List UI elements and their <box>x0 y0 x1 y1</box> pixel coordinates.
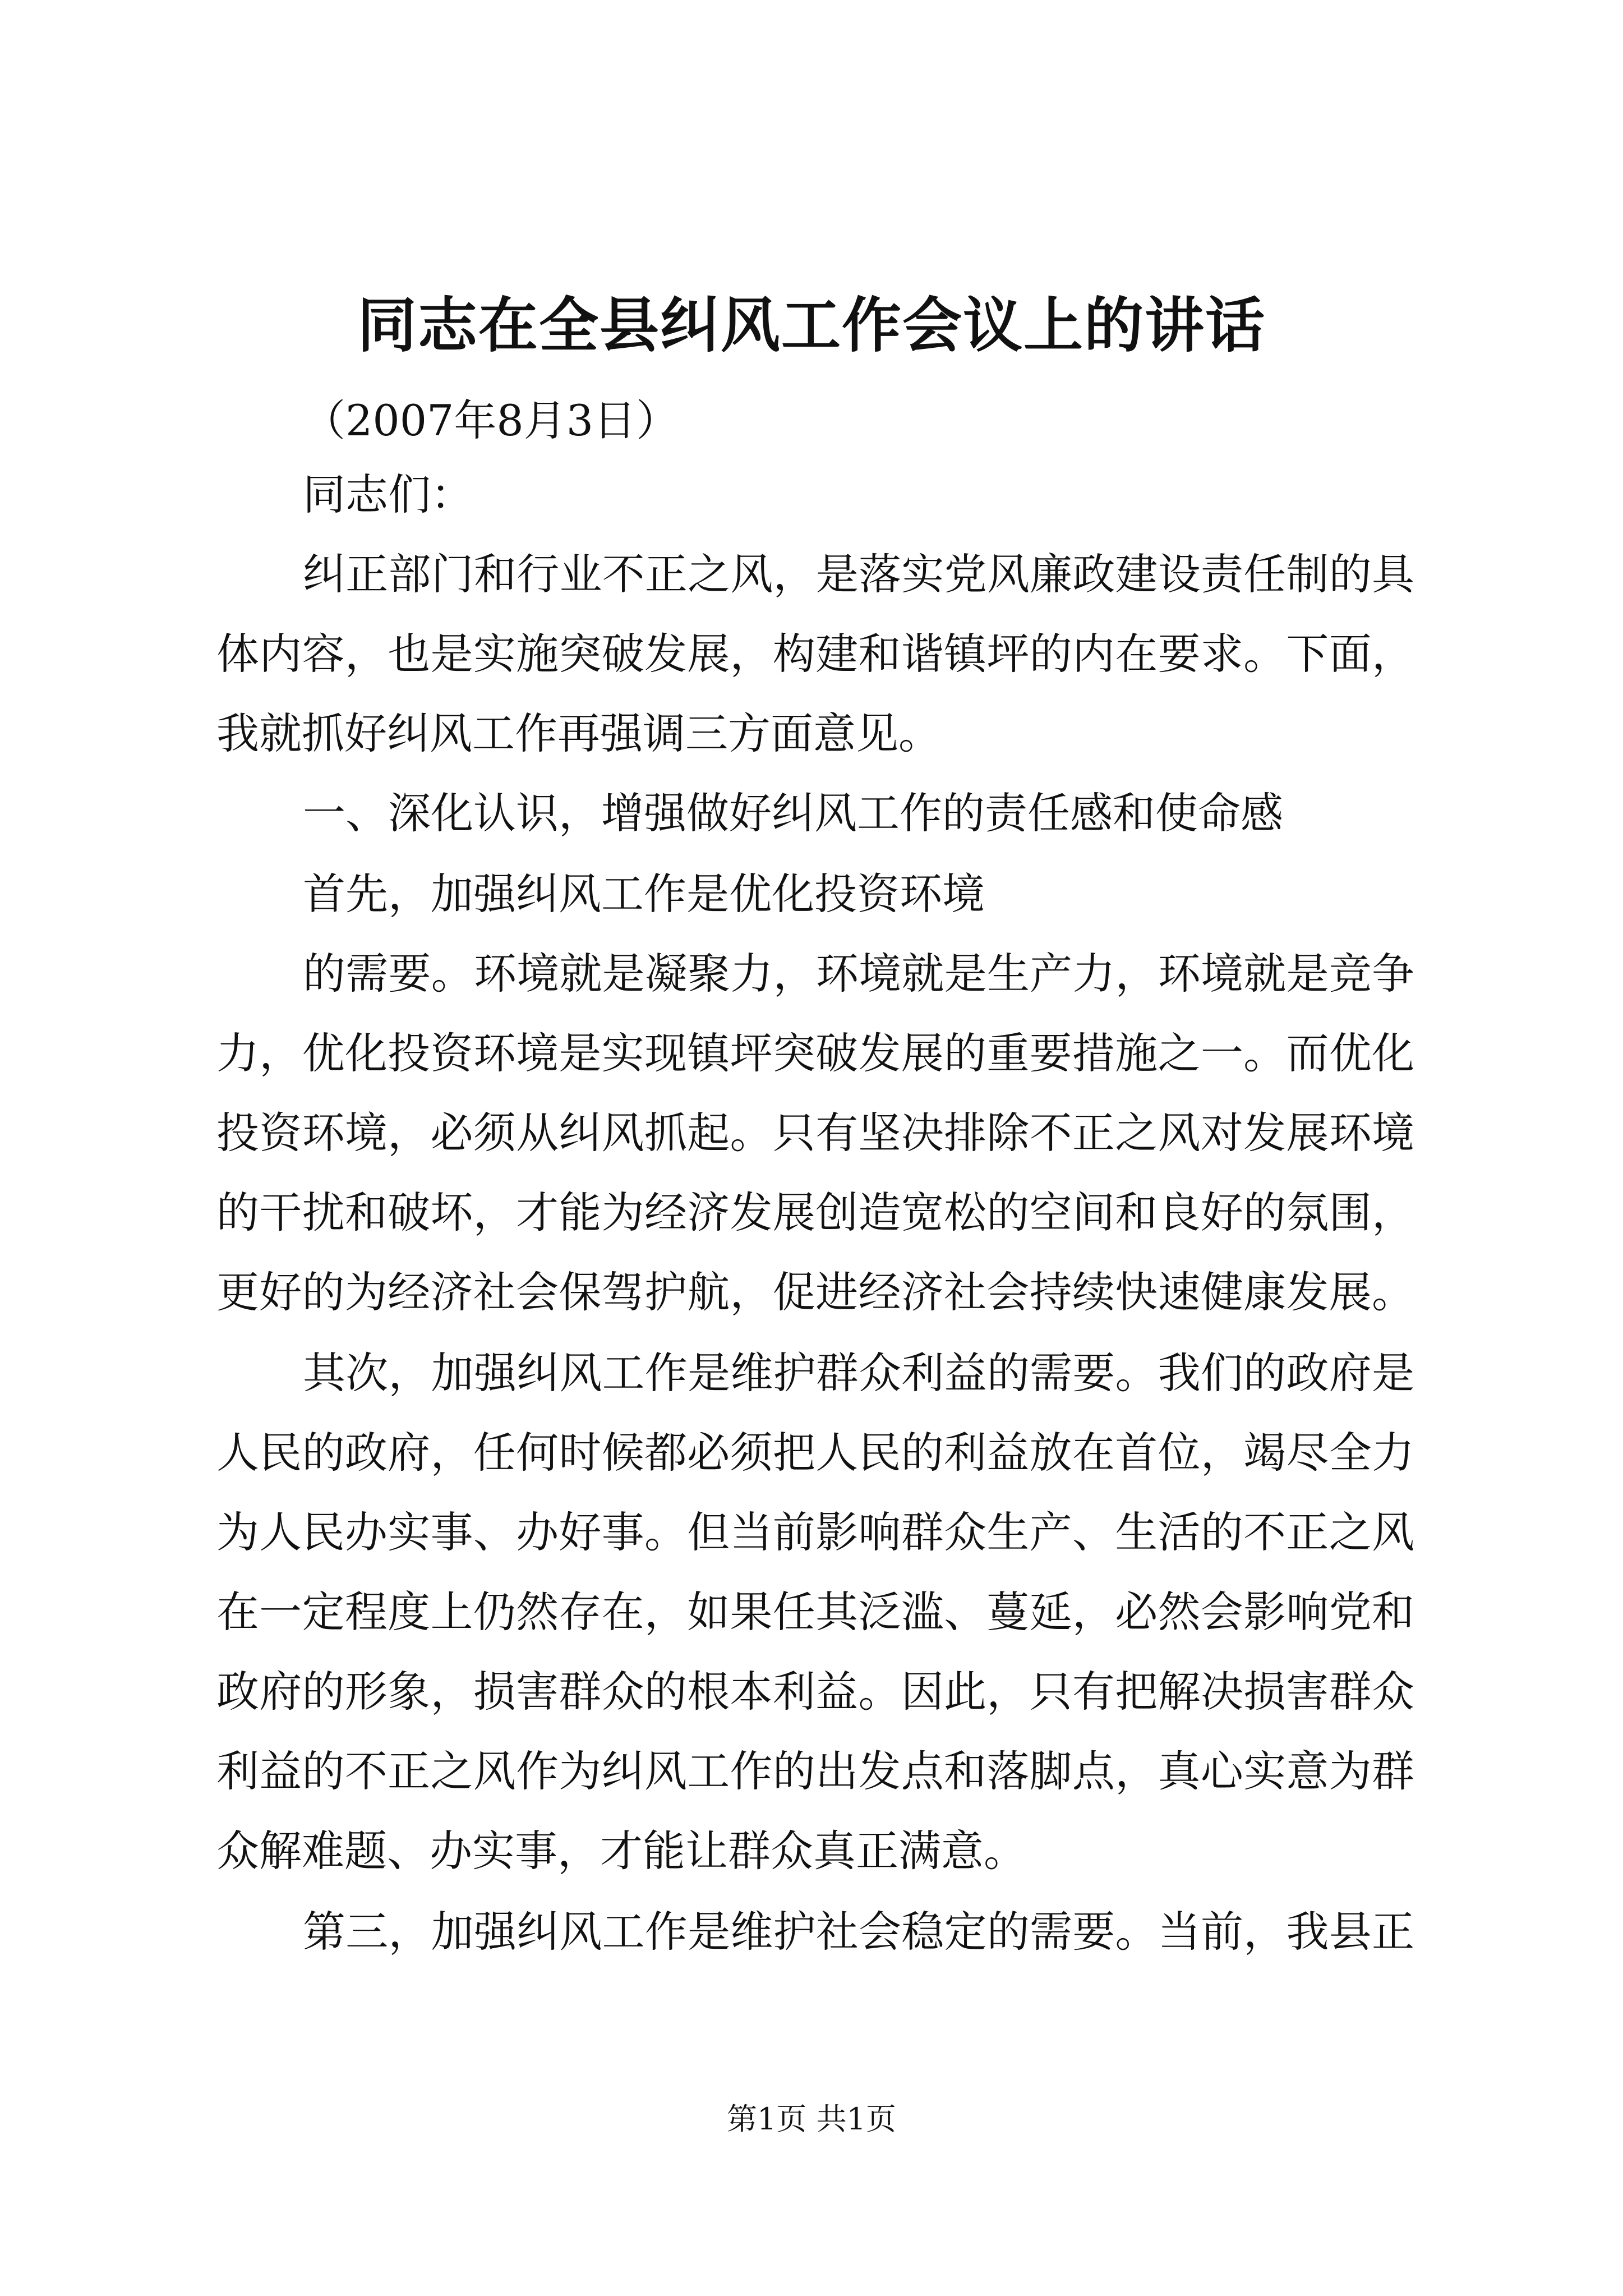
paragraph-line: 在一定程度上仍然存在，如果任其泛滥、蔓延，必然会影响党和 <box>216 1587 1414 1637</box>
paragraph-line: 第三，加强纠风工作是维护社会稳定的需要。当前，我县正 <box>303 1907 1414 1957</box>
paragraph-line: 其次，加强纠风工作是维护群众利益的需要。我们的政府是 <box>303 1348 1414 1398</box>
paragraph-line: 我就抓好纠风工作再强调三方面意见。 <box>216 708 941 758</box>
salutation: 同志们： <box>303 470 473 519</box>
paragraph-line: 的干扰和破坏，才能为经济发展创造宽松的空间和良好的氛围， <box>216 1188 1414 1237</box>
paragraph-line: 投资环境，必须从纠风抓起。只有坚决排除不正之风对发展环境 <box>216 1108 1414 1158</box>
date-line: （2007年8月3日） <box>303 395 679 445</box>
paragraph-line: 更好的为经济社会保驾护航，促进经济社会持续快速健康发展。 <box>216 1267 1414 1317</box>
paragraph-line: 力，优化投资环境是实现镇坪突破发展的重要措施之一。而优化 <box>216 1028 1414 1078</box>
paragraph-line: 政府的形象，损害群众的根本利益。因此，只有把解决损害群众 <box>216 1667 1414 1717</box>
paragraph-line: 纠正部门和行业不正之风，是落实党风廉政建设责任制的具 <box>303 549 1414 599</box>
document-title: 同志在全县纠风工作会议上的讲话 <box>357 290 1266 360</box>
section-heading: 一、深化认识，增强做好纠风工作的责任感和使命感 <box>303 788 1283 838</box>
paragraph-line: 人民的政府，任何时候都必须把人民的利益放在首位，竭尽全力 <box>216 1428 1414 1478</box>
paragraph-line: 为人民办实事、办好事。但当前影响群众生产、生活的不正之风 <box>216 1507 1414 1557</box>
paragraph-line: 首先，加强纠风工作是优化投资环境 <box>303 869 985 919</box>
paragraph-line: 的需要。环境就是凝聚力，环境就是生产力，环境就是竞争 <box>303 949 1414 999</box>
paragraph-line: 体内容，也是实施突破发展，构建和谐镇坪的内在要求。下面， <box>216 629 1414 679</box>
page-indicator: 第1页 共1页 <box>727 2101 896 2137</box>
paragraph-line: 众解难题、办实事，才能让群众真正满意。 <box>216 1826 1026 1876</box>
paragraph-line: 利益的不正之风作为纠风工作的出发点和落脚点，真心实意为群 <box>216 1746 1414 1796</box>
